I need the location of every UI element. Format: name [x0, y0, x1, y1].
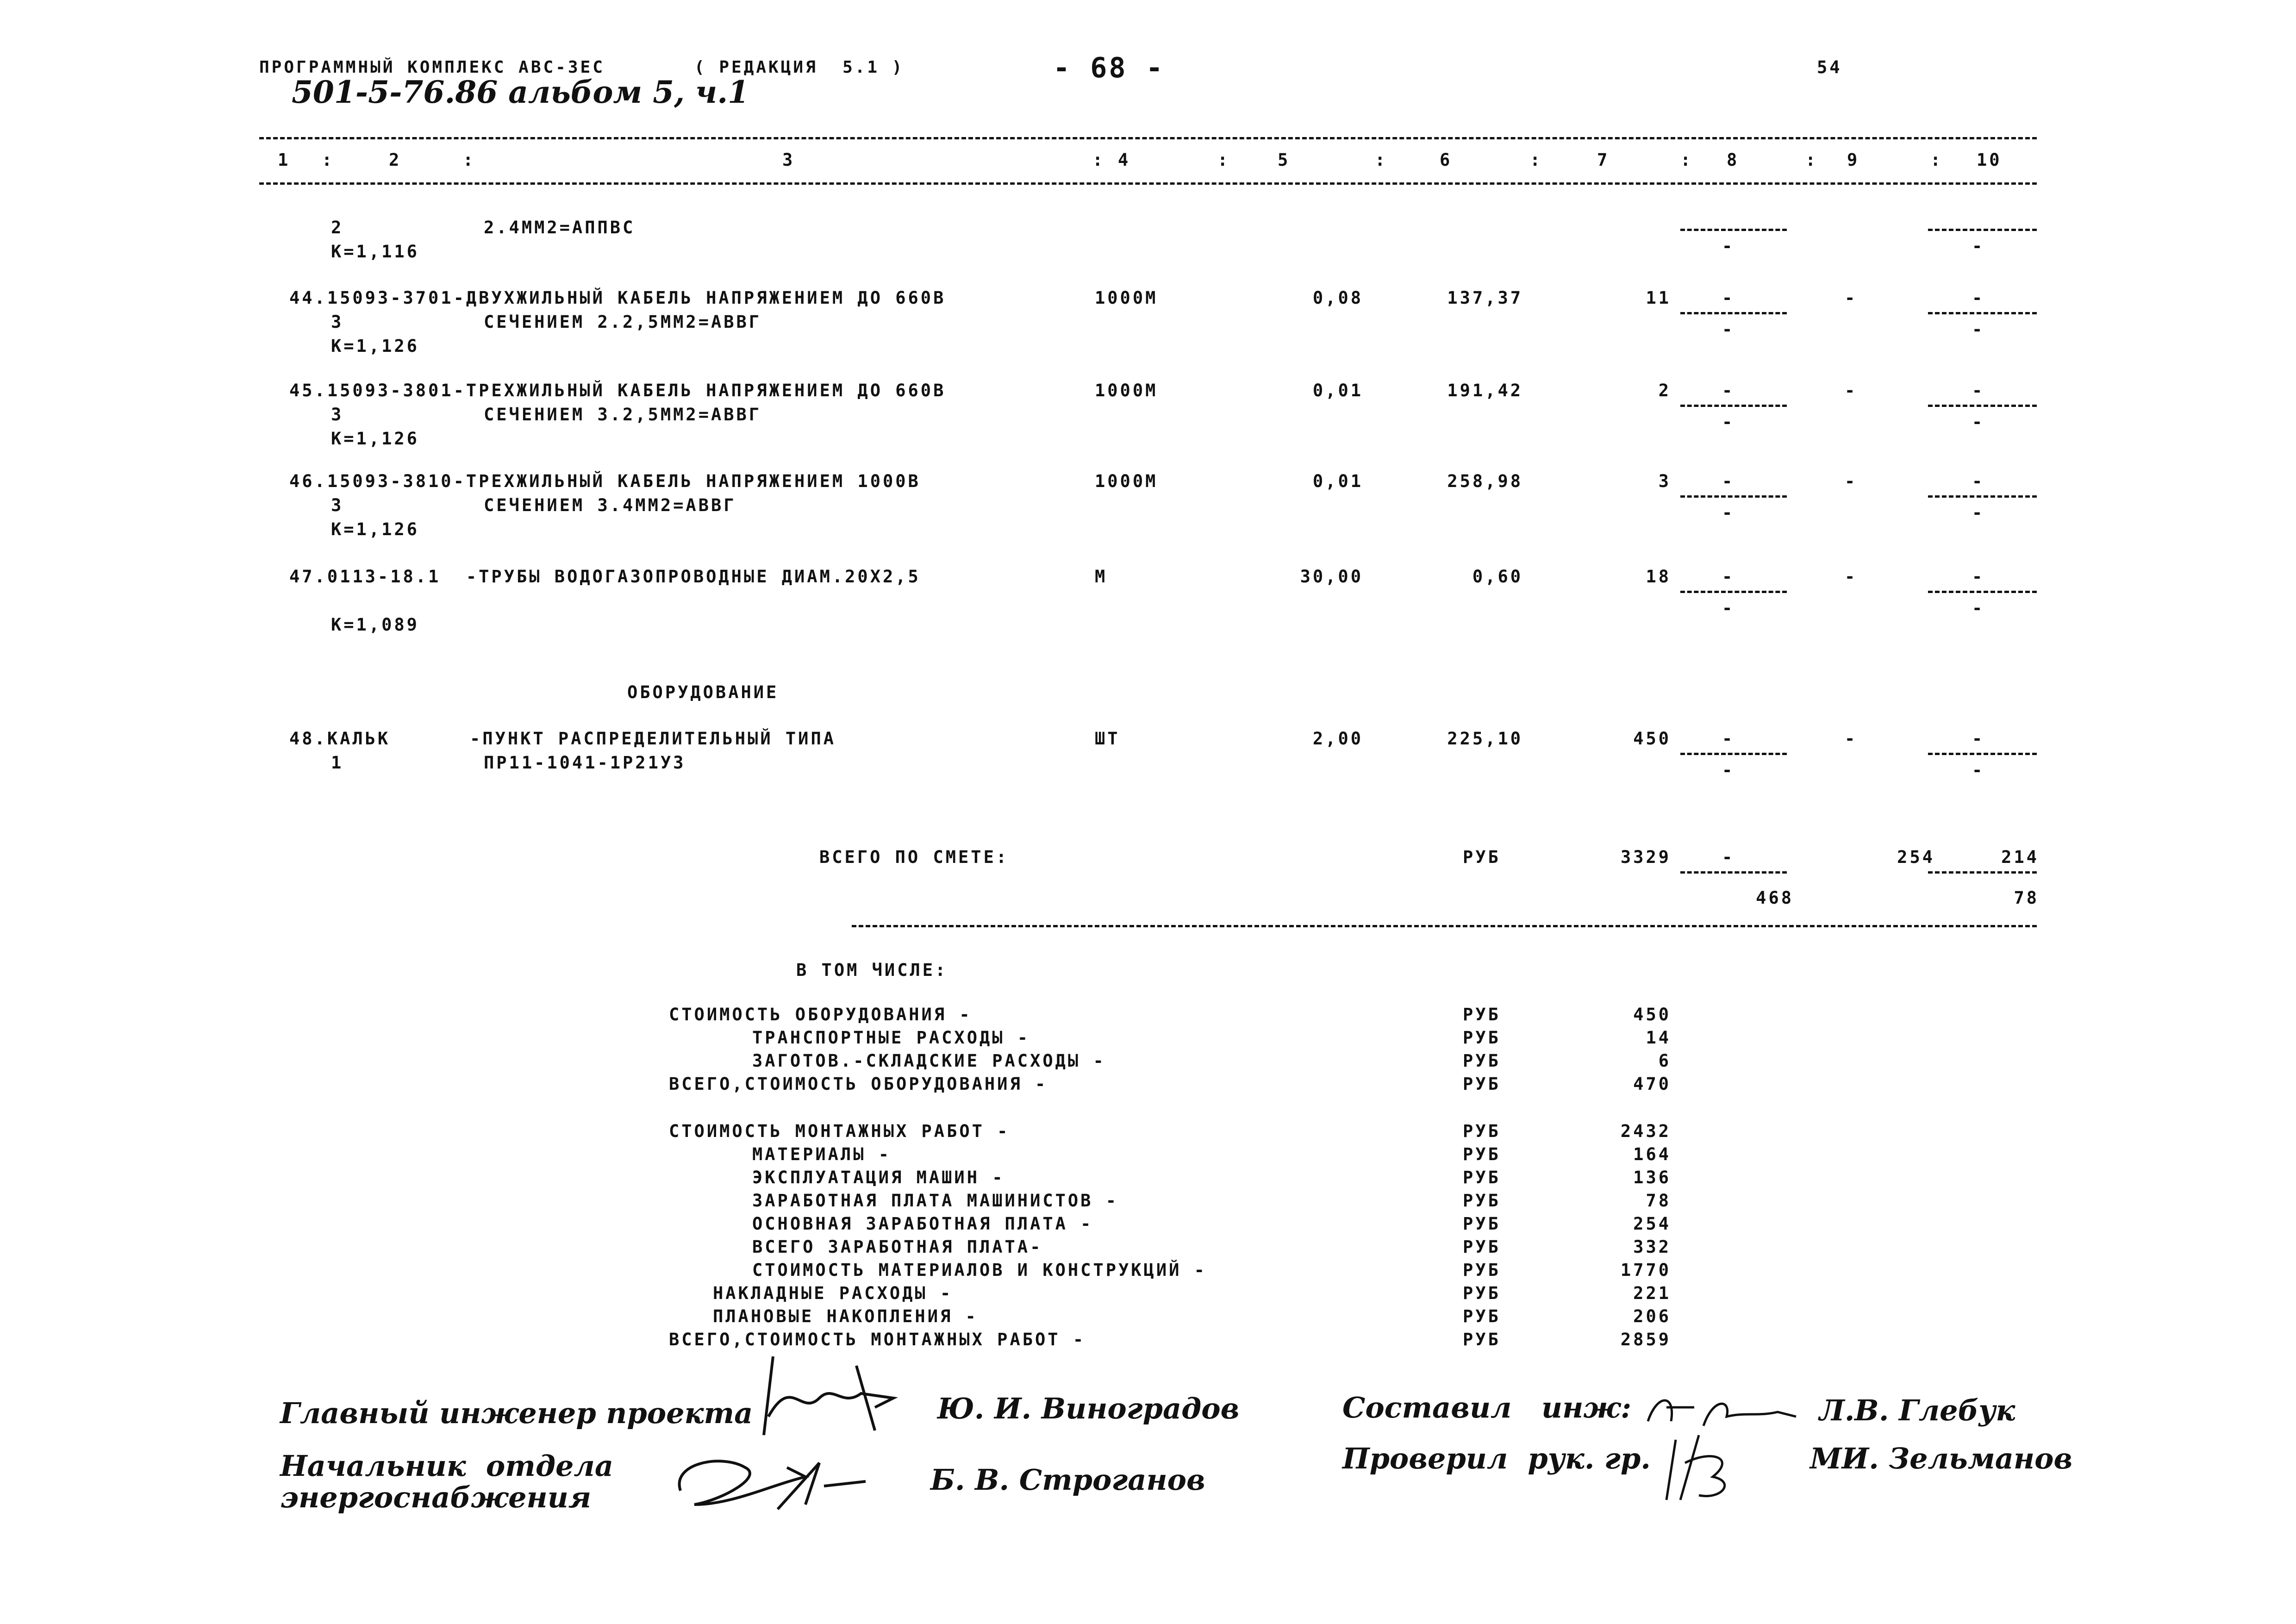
row-description: 47.0113-18.1 -ТРУБЫ ВОДОГАЗОПРОВОДНЫЕ ДИАМ.20Х2,5	[289, 567, 921, 587]
column-header-2: 2	[389, 150, 402, 170]
row-col8-sub: -	[1722, 503, 1735, 523]
column-separator: :	[1375, 150, 1388, 170]
row-number: 3	[331, 405, 344, 425]
equipment-unit: ШТ	[1095, 729, 1120, 749]
row-price: 137,37	[1447, 288, 1523, 308]
column-header-10: 10	[1977, 150, 2002, 170]
including-item-unit: РУБ	[1463, 1330, 1501, 1349]
including-item-value: 1770	[1620, 1260, 1671, 1280]
row-description: 46.15093-3810-ТРЕХЖИЛЬНЫЙ КАБЕЛЬ НАПРЯЖЕНИЕМ 1000В	[289, 471, 921, 491]
equipment-price: 225,10	[1447, 729, 1523, 749]
column-header-3: 3	[782, 150, 795, 170]
row-col9: -	[1845, 567, 1858, 587]
compiled-name: Л.В. Глебук	[1819, 1393, 2015, 1427]
equipment-col10-rule	[1928, 753, 2037, 755]
equipment-total: 450	[1633, 729, 1671, 749]
including-item-value: 2859	[1620, 1330, 1671, 1349]
edition: ( РЕДАКЦИЯ 5.1 )	[694, 58, 905, 77]
head-name: Б. В. Строганов	[930, 1463, 1205, 1497]
column-header-1: 1	[278, 150, 291, 170]
row-col10-sub: -	[1972, 236, 1985, 256]
column-separator: :	[1680, 150, 1693, 170]
row-quantity: 30,00	[1300, 567, 1363, 587]
signature-head	[667, 1435, 880, 1518]
equipment-col10-sub: -	[1972, 760, 1985, 780]
column-separator: :	[322, 150, 335, 170]
row-col8-rule	[1680, 229, 1787, 231]
including-item-value: 206	[1633, 1306, 1671, 1326]
including-item-label: ПЛАНОВЫЕ НАКОПЛЕНИЯ -	[713, 1306, 978, 1326]
equipment-quantity: 2,00	[1312, 729, 1363, 749]
row-number: 3	[331, 495, 344, 515]
including-item-value: 332	[1633, 1237, 1671, 1257]
equipment-col8: -	[1722, 729, 1735, 749]
including-item-label: СТОИМОСТЬ МАТЕРИАЛОВ И КОНСТРУКЦИЙ -	[752, 1260, 1207, 1280]
column-header-5: 5	[1278, 150, 1291, 170]
including-item-value: 78	[1646, 1191, 1671, 1211]
row-col9: -	[1845, 381, 1858, 400]
including-item-unit: РУБ	[1463, 1074, 1501, 1094]
row-total: 18	[1646, 567, 1671, 587]
program-title: ПРОГРАММНЫЙ КОМПЛЕКС АВС-ЗЕС	[259, 58, 605, 77]
head-title-2: энергоснабжения	[280, 1480, 592, 1514]
row-col8-rule	[1680, 405, 1787, 407]
totals-col10: 214	[2001, 847, 2039, 867]
including-title: В ТОМ ЧИСЛЕ:	[796, 960, 948, 980]
row-description-2: СЕЧЕНИЕМ 3.2,5ММ2=АВВГ	[484, 405, 762, 425]
including-item-label: ОСНОВНАЯ ЗАРАБОТНАЯ ПЛАТА -	[752, 1214, 1093, 1234]
rule-totals	[852, 925, 2037, 927]
including-item-unit: РУБ	[1463, 1237, 1501, 1257]
including-item-label: СТОИМОСТЬ МОНТАЖНЫХ РАБОТ -	[669, 1121, 1010, 1141]
compiled-label: Составил	[1342, 1391, 1512, 1424]
row-col10-rule	[1928, 229, 2037, 231]
row-col10-sub: -	[1972, 598, 1985, 618]
column-separator: :	[1217, 150, 1230, 170]
including-item-label: ЭКСПЛУАТАЦИЯ МАШИН -	[752, 1168, 1005, 1187]
row-unit: М	[1095, 567, 1108, 587]
row-description: 44.15093-3701-ДВУХЖИЛЬНЫЙ КАБЕЛЬ НАПРЯЖЕНИЕМ ДО 660В	[289, 288, 946, 308]
column-separator: :	[1930, 150, 1943, 170]
row-col10-sub: -	[1972, 503, 1985, 523]
row-quantity: 0,08	[1312, 288, 1363, 308]
totals-sum: 3329	[1620, 847, 1671, 867]
equipment-title: ОБОРУДОВАНИЕ	[627, 682, 779, 702]
including-item-value: 254	[1633, 1214, 1671, 1234]
checked-name: МИ. Зельманов	[1810, 1442, 2073, 1475]
row-quantity: 0,01	[1312, 381, 1363, 400]
including-item-label: ВСЕГО ЗАРАБОТНАЯ ПЛАТА-	[752, 1237, 1043, 1257]
including-item-value: 2432	[1620, 1121, 1671, 1141]
row-total: 11	[1646, 288, 1671, 308]
row-price: 258,98	[1447, 471, 1523, 491]
including-item-unit: РУБ	[1463, 1283, 1501, 1303]
row-quantity: 0,01	[1312, 471, 1363, 491]
row-total: 3	[1658, 471, 1671, 491]
including-item-label: СТОИМОСТЬ ОБОРУДОВАНИЯ -	[669, 1005, 972, 1024]
including-item-unit: РУБ	[1463, 1005, 1501, 1024]
row-coefficient: К=1,089	[331, 615, 419, 635]
including-item-unit: РУБ	[1463, 1051, 1501, 1071]
column-separator: :	[1092, 150, 1105, 170]
totals-col8-sub: 468	[1756, 888, 1794, 908]
row-description-2: СЕЧЕНИЕМ 2.2,5ММ2=АВВГ	[484, 312, 762, 332]
including-item-label: МАТЕРИАЛЫ -	[752, 1144, 892, 1164]
row-description-2: СЕЧЕНИЕМ 3.4ММ2=АВВГ	[484, 495, 736, 515]
column-separator: :	[463, 150, 476, 170]
row-price: 0,60	[1472, 567, 1523, 587]
row-col8-rule	[1680, 312, 1787, 314]
including-item-value: 136	[1633, 1168, 1671, 1187]
column-header-4: 4	[1118, 150, 1131, 170]
including-item-unit: РУБ	[1463, 1260, 1501, 1280]
row-coefficient: К=1,126	[331, 429, 419, 449]
row-col10-sub: -	[1972, 412, 1985, 432]
equipment-col8-rule	[1680, 753, 1787, 755]
row-col8-sub: -	[1722, 319, 1735, 339]
row-col8: -	[1722, 567, 1735, 587]
including-item-unit: РУБ	[1463, 1214, 1501, 1234]
row-col10-rule	[1928, 405, 2037, 407]
column-header-9: 9	[1847, 150, 1860, 170]
album-note: 501-5-76.86 альбом 5, ч.1	[292, 74, 749, 110]
including-item-value: 221	[1633, 1283, 1671, 1303]
rule-header	[259, 182, 2037, 185]
equipment-description: -ПУНКТ РАСПРЕДЕЛИТЕЛЬНЫЙ ТИПА	[470, 729, 836, 749]
row-unit: 1000М	[1095, 288, 1158, 308]
row-col8: -	[1722, 381, 1735, 400]
head-title-1: Начальник отдела	[280, 1449, 613, 1483]
row-col8-sub: -	[1722, 236, 1735, 256]
including-item-unit: РУБ	[1463, 1306, 1501, 1326]
totals-col9: 254	[1897, 847, 1935, 867]
including-item-unit: РУБ	[1463, 1168, 1501, 1187]
row-unit: 1000М	[1095, 381, 1158, 400]
including-item-value: 14	[1646, 1028, 1671, 1048]
row-col8-rule	[1680, 495, 1787, 498]
row-col8-sub: -	[1722, 598, 1735, 618]
column-separator: :	[1805, 150, 1818, 170]
including-item-label: ЗАГОТОВ.-СКЛАДСКИЕ РАСХОДЫ -	[752, 1051, 1106, 1071]
including-item-value: 450	[1633, 1005, 1671, 1024]
row-unit: 1000М	[1095, 471, 1158, 491]
including-item-label: ВСЕГО,СТОИМОСТЬ ОБОРУДОВАНИЯ -	[669, 1074, 1048, 1094]
including-item-value: 470	[1633, 1074, 1671, 1094]
row-col8: -	[1722, 471, 1735, 491]
totals-label: ВСЕГО ПО СМЕТЕ:	[819, 847, 1009, 867]
rule-top	[259, 137, 2037, 139]
including-item-label: НАКЛАДНЫЕ РАСХОДЫ -	[713, 1283, 953, 1303]
row-description: 45.15093-3801-ТРЕХЖИЛЬНЫЙ КАБЕЛЬ НАПРЯЖЕНИЕМ ДО 660В	[289, 381, 946, 400]
row-col10-rule	[1928, 312, 2037, 314]
including-item-label: ЗАРАБОТНАЯ ПЛАТА МАШИНИСТОВ -	[752, 1191, 1119, 1211]
including-item-unit: РУБ	[1463, 1191, 1501, 1211]
row-col10-rule	[1928, 495, 2037, 498]
including-item-label: ВСЕГО,СТОИМОСТЬ МОНТАЖНЫХ РАБОТ -	[669, 1330, 1086, 1349]
sheet-number: 54	[1817, 57, 1842, 77]
including-item-unit: РУБ	[1463, 1028, 1501, 1048]
column-header-7: 7	[1597, 150, 1610, 170]
equipment-col9: -	[1845, 729, 1858, 749]
signature-chief	[736, 1347, 903, 1440]
totals-col10-rule	[1928, 871, 2037, 874]
row-col10: -	[1972, 381, 1985, 400]
including-item-unit: РУБ	[1463, 1144, 1501, 1164]
row-coefficient: К=1,126	[331, 519, 419, 539]
including-item-unit: РУБ	[1463, 1121, 1501, 1141]
totals-col8-rule	[1680, 871, 1787, 874]
equipment-col8-sub: -	[1722, 760, 1735, 780]
row-col8-rule	[1680, 591, 1787, 593]
row-col9: -	[1845, 471, 1858, 491]
page-number: - 68 -	[1053, 52, 1165, 84]
totals-col10-sub: 78	[2014, 888, 2039, 908]
chief-name: Ю. И. Виноградов	[937, 1392, 1240, 1425]
signature-compiled	[1639, 1384, 1833, 1435]
row-col10: -	[1972, 567, 1985, 587]
totals-col8: -	[1722, 847, 1735, 867]
row-total: 2	[1658, 381, 1671, 400]
row-col10: -	[1972, 471, 1985, 491]
equipment-code: 48.КАЛЬК	[289, 729, 391, 749]
row-number: 3	[331, 312, 344, 332]
equipment-number: 1	[331, 753, 344, 773]
row-col10-sub: -	[1972, 319, 1985, 339]
chief-title: Главный инженер проекта	[280, 1396, 753, 1430]
column-header-8: 8	[1727, 150, 1740, 170]
totals-unit: РУБ	[1463, 847, 1501, 867]
equipment-description-2: ПР11-1041-1Р21У3	[484, 753, 686, 773]
row-description: 2.4ММ2=АППВС	[484, 218, 636, 237]
row-col10-rule	[1928, 591, 2037, 593]
including-item-value: 6	[1658, 1051, 1671, 1071]
row-coefficient: К=1,116	[331, 242, 419, 262]
column-header-6: 6	[1440, 150, 1453, 170]
row-col8: -	[1722, 288, 1735, 308]
signature-checked	[1657, 1430, 1750, 1505]
equipment-col10: -	[1972, 729, 1985, 749]
row-coefficient: К=1,126	[331, 336, 419, 356]
row-col8-sub: -	[1722, 412, 1735, 432]
column-separator: :	[1530, 150, 1543, 170]
including-item-label: ТРАНСПОРТНЫЕ РАСХОДЫ -	[752, 1028, 1030, 1048]
checked-label: Проверил рук. гр.	[1342, 1442, 1651, 1475]
row-col9: -	[1845, 288, 1858, 308]
row-col10: -	[1972, 288, 1985, 308]
row-number: 2	[331, 218, 344, 237]
engineer-label: инж:	[1541, 1391, 1632, 1424]
row-price: 191,42	[1447, 381, 1523, 400]
including-item-value: 164	[1633, 1144, 1671, 1164]
